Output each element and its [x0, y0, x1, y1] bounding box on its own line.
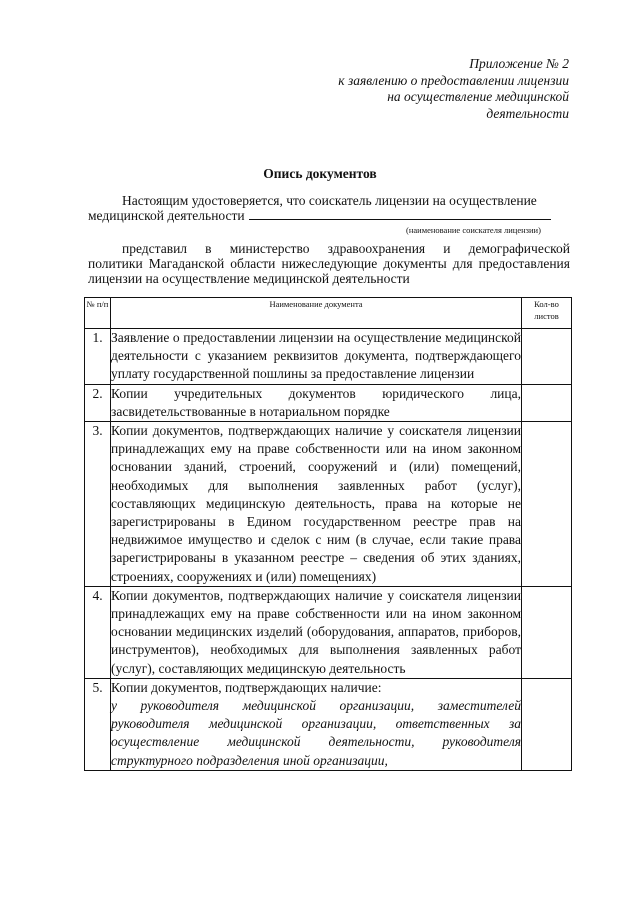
documents-table [84, 297, 572, 771]
row-count [522, 384, 572, 421]
row-name: Копии учредительных документов юридического лица, засвидетельствованные в нотариальном порядке [111, 384, 522, 421]
row-num: 4. [85, 586, 111, 678]
table-row [85, 329, 572, 385]
intro-line-2 [88, 208, 570, 223]
row-count [522, 586, 572, 678]
row-name: Заявление о предоставлении лицензии на осуществление медицинской деятельности с указанием реквизитов документа, подтверждающего уплату государственной пошлины за предоставление лицензии [111, 329, 522, 385]
intro-line-1: Настоящим удостоверяется, что соискатель лицензии на осуществление [122, 193, 537, 208]
header-num: № п/п [85, 298, 111, 329]
appendix-line-2: к заявлению о предоставлении лицензии [338, 72, 569, 88]
header-name: Наименование документа [111, 298, 522, 329]
row-name-lead: Копии документов, подтверждающих наличие: [111, 679, 382, 695]
row-name-italic: у руководителя медицинской организации, заместителей руководителя медицинской организации, ответственных за осуществление медицинской деятельности, руководителя структурного подразделения иной организации, [111, 698, 521, 768]
intro-paragraph [88, 241, 570, 286]
row-num: 3. [85, 422, 111, 587]
applicant-name-note: (наименование соискателя лицензии) [406, 225, 541, 235]
header-count: Кол-во листов [522, 298, 572, 329]
row-num: 5. [85, 678, 111, 770]
table-header-row [85, 298, 572, 329]
applicant-name-blank[interactable] [249, 208, 551, 220]
row-name [111, 678, 522, 770]
document-title: Опись документов [263, 166, 377, 181]
row-num: 1. [85, 329, 111, 385]
table-row [85, 384, 572, 421]
appendix-line-3: на осуществление медицинской [387, 89, 569, 104]
appendix-header [269, 56, 569, 122]
intro-paragraph-rest: политики Магаданской области нижеследующие документы для предоставления лицензии на осуществление медицинской деятельности [88, 256, 570, 286]
table-row [85, 678, 572, 770]
row-count [522, 422, 572, 587]
intro-text [88, 193, 570, 286]
table-row [85, 586, 572, 678]
intro-line-2-text: медицинской деятельности [88, 208, 245, 223]
table-row [85, 422, 572, 587]
row-num: 2. [85, 384, 111, 421]
row-name: Копии документов, подтверждающих наличие у соискателя лицензии принадлежащих ему на праве собственности или на ином законном основании зданий, строений, сооружений и (или) помещений, необходимых для выполнения заявленных работ (услуг), составляющих медицинскую деятельность, права на которые не зарегистрированы в Едином государственном реестре прав на недвижимое имущество и сделок с ним (в случае, если такие права зарегистрированы в указанном реестре – сведения об этих зданиях, строениях, сооружениях и (или) помещениях) [111, 422, 522, 587]
row-count [522, 678, 572, 770]
row-name: Копии документов, подтверждающих наличие у соискателя лицензии принадлежащих ему на праве собственности или на ином законном основании медицинских изделий (оборудования, аппаратов, приборов, инструментов), необходимых для выполнения заявленных работ (услуг), составляющих медицинскую деятельность [111, 586, 522, 678]
row-count [522, 329, 572, 385]
appendix-line-4: деятельности [486, 105, 569, 121]
intro-paragraph-first: представил в министерство здравоохранения и демографической [122, 241, 570, 256]
appendix-line-1: Приложение № 2 [469, 56, 569, 71]
